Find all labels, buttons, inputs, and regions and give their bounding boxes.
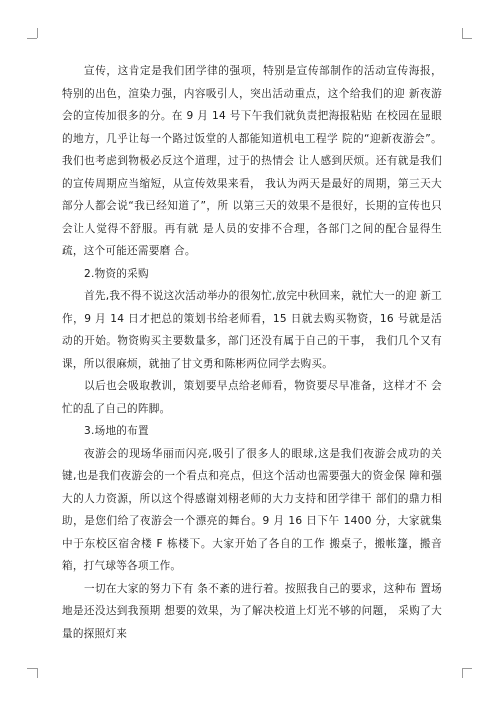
heading-procurement: 2.物资的采购	[84, 267, 149, 280]
paragraph-procurement: 首先,我不得不说这次活动举办的很匆忙,放完中秋回来，就忙大一的迎 新工作，9 月 14 日才把总的策划书给老师看，15 日就去购买物资，16 号就是活动的开始。物资购买主要数量多，部门还没有属于自己的干事， 我们几个又有课，所以很麻烦，就抽了甘文勇和陈彬两位同学去购买。	[62, 290, 442, 370]
paragraph-publicity: 宣传，这肯定是我们团学律的强项，特别是宣传部制作的活动宣传海报， 特别的出色，渲染力强，内容吸引人，突出活动重点，这个给我们的迎 新夜游会的宣传加很多的分。在 9 月 14 号下午我们就负责把海报粘贴 在校园在显眼的地方，几乎让每一个路过饭堂的人都能知道机电工程学 院的“迎新夜游会”。我们也考虑到物极必反这个道理，过于的热情会 让人感到厌烦。还有就是我们的宣传周期应当缩短，从宣传效果来看， 我认为两天是最好的周期，第三天大部分人都会说“我已经知道了”，所 以第三天的效果不是很好，长期的宣传也只会让人觉得不舒服。再有就 是人员的安排不合理，各部门之间的配合显得生疏，这个可能还需要磨 合。	[62, 65, 442, 257]
paragraph-lessons: 以后也会吸取教训，策划要早点给老师看，物资要尽早准备，这样才不 会忙的乱了自己的阵脚。	[62, 380, 442, 415]
heading-venue-setup: 3.场地的布置	[84, 425, 149, 437]
paragraph-progress: 一切在大家的努力下有 条不紊的进行着。按照我自己的要求，这种布 置场地是还没达到我预期 想要的效果，为了解决校道上灯光不够的问题， 采购了大量的探照灯来	[62, 582, 442, 640]
paragraph-venue-setup: 夜游会的现场华丽而闪亮,吸引了很多人的眼球,这是我们夜游会成功的关 键,也是我们夜游会的一个看点和亮点，但这个活动也需要强大的资金保 障和强大的人力资源，所以这个得感谢刘栩老师的大力支持和团学律干 部们的鼎力相助，是您们给了夜游会一个漂亮的舞台。9 月 16 日下午 1400 分，大家就集中于东校区宿舍楼 F 栋楼下。大家开始了各自的工作 搬桌子，搬帐篷，搬音箱，打气球等各项工作。	[62, 447, 442, 572]
document-body	[62, 60, 442, 645]
